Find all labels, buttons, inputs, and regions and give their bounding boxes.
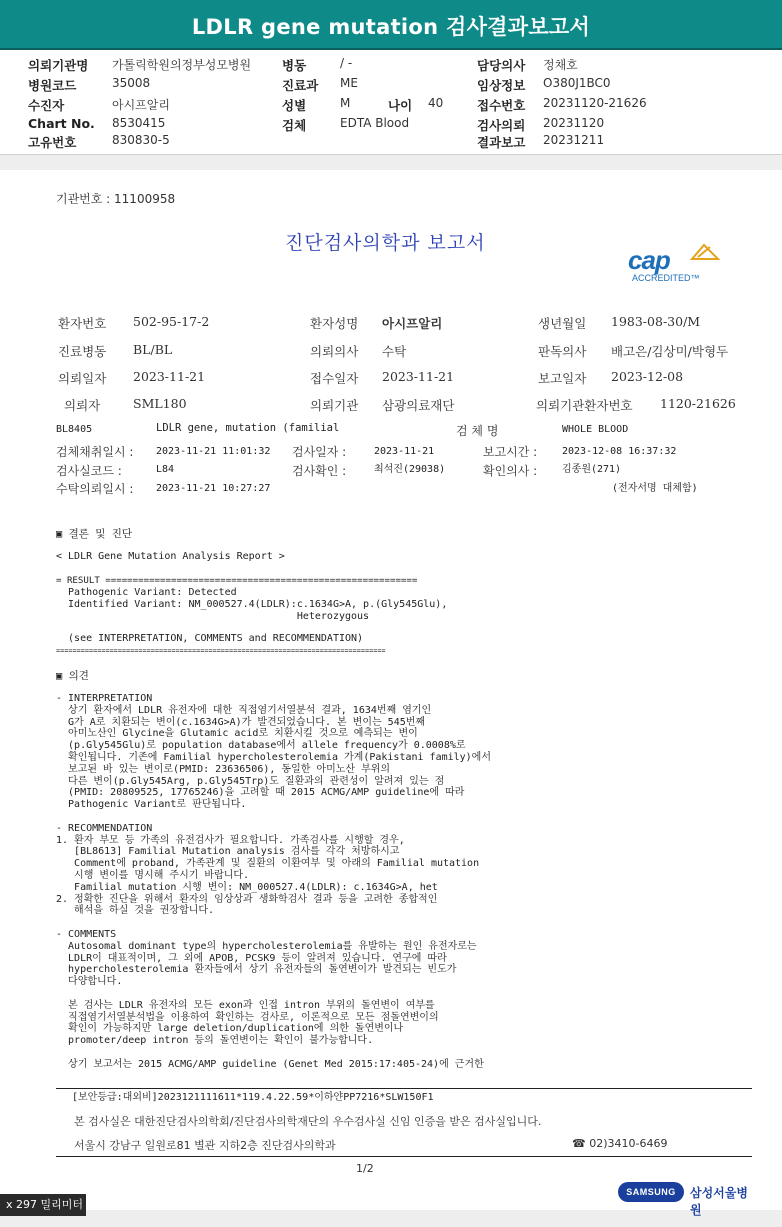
- title-bar: [0, 0, 782, 50]
- field-label: Chart No.: [28, 116, 95, 131]
- field-label: 검체: [282, 118, 307, 133]
- header-info: [0, 50, 782, 154]
- opinion-line: 직접염기서열분석법을 이용하여 확인하는 검사로, 이론적으로 모든 점돌연변이의: [56, 1011, 439, 1023]
- exam-value: 2023-12-08 16:37:32: [562, 446, 677, 457]
- section-opinion-heading: ▣ 의견: [56, 670, 89, 682]
- info-label: 의뢰일자: [58, 371, 107, 386]
- opinion-line: hypercholesterolemia 환자들에서 상기 유전자들의 돌연변이가 발견되는 빈도가: [56, 964, 457, 976]
- info-value: 1120-21626: [660, 396, 736, 411]
- exam-value: 2023-11-21 11:01:32: [156, 446, 271, 457]
- field-value: / -: [340, 56, 353, 70]
- opinion-line: 본 검사는 LDLR 유전자의 모든 exon과 인접 intron 부위의 돌연변이 여부를: [56, 999, 435, 1011]
- opinion-line: 상기 환자에서 LDLR 유전자에 대한 직접염기서열분석 결과, 1634번째 염기인: [56, 704, 432, 716]
- field-value: 20231120-21626: [543, 96, 647, 110]
- info-value: BL/BL: [133, 342, 173, 357]
- opinion-line: Pathogenic Variant로 판단됩니다.: [56, 799, 247, 811]
- opinion-line: 2. 정확한 진단을 위해서 환자의 임상상과 생화학검사 결과 등을 고려한 종합적인: [56, 893, 438, 905]
- exam-label: 수탁의뢰일시 :: [56, 482, 134, 496]
- footer-divider: [56, 1156, 752, 1157]
- cap-logo-word: cap: [628, 245, 670, 275]
- exam-label: 검사확인 :: [292, 464, 347, 478]
- result-line: ================================================================================: [56, 647, 386, 655]
- opinion-line: 보고된 바 있는 변이로(PMID: 23636506), 동일한 아미노산 부위의: [56, 763, 391, 775]
- test-name: LDLR gene, mutation (familial: [156, 422, 340, 434]
- info-value: 1983-08-30/M: [611, 314, 701, 329]
- field-value: 아시프알리: [112, 98, 170, 112]
- field-label: 나이: [388, 98, 413, 113]
- page-number: 1/2: [356, 1162, 374, 1175]
- info-label: 접수일자: [310, 371, 359, 386]
- document-title: 진단검사의학과 보고서: [285, 232, 486, 254]
- field-label: 검사의뢰: [477, 118, 526, 133]
- divider: [0, 154, 782, 155]
- esign-note: (전자서명 대체함): [612, 483, 698, 494]
- info-label: 진료병동: [58, 344, 107, 359]
- field-label: 고유번호: [28, 135, 77, 150]
- test-code: BL8405: [56, 424, 93, 435]
- opinion-line: 해석을 하실 것을 권장합니다.: [56, 905, 215, 917]
- field-label: 수진자: [28, 98, 65, 113]
- result-line: < LDLR Gene Mutation Analysis Report >: [56, 551, 285, 562]
- opinion-line: Comment에 proband, 가족관계 및 질환의 이환여부 및 아래의 Familial mutation: [56, 858, 480, 870]
- opinion-line: 확인됩니다. 기존에 Familial hypercholesterolemia 가계(Pakistani family)에서: [56, 752, 492, 763]
- field-label: 담당의사: [477, 58, 526, 73]
- field-value: 830830-5: [112, 133, 170, 147]
- opinion-line: [BL8613] Familial Mutation analysis 검사를 각각 처방하시고: [56, 846, 400, 858]
- result-line: Pathogenic Variant: Detected: [56, 587, 237, 598]
- opinion-line: Familial mutation 시행 변이: NM_000527.4(LDLR): c.1634G>A, het: [56, 881, 438, 893]
- exam-label: 검체채취일시 :: [56, 445, 134, 459]
- opinion-line: - RECOMMENDATION: [56, 822, 153, 834]
- field-value: O380J1BC0: [543, 76, 611, 90]
- info-label: 의뢰기관환자번호: [536, 398, 633, 413]
- hospital-name: 삼성서울병원: [690, 1186, 748, 1217]
- exam-value: 2023-11-21 10:27:27: [156, 483, 271, 494]
- field-value: 40: [428, 96, 444, 110]
- cap-logo-accredited: ACCREDITED™: [632, 273, 700, 283]
- opinion-line: G가 A로 치환되는 변이(c.1634G>A)가 발견되었습니다. 본 변이는 545번째: [56, 716, 426, 728]
- field-value: 20231120: [543, 116, 605, 130]
- security-line: [보안등급:대외비]2023121111611*119.4.22.59*이하얀PP7216*SLW150F1: [72, 1092, 434, 1103]
- samsung-hospital-logo: [618, 1180, 758, 1217]
- result-line: = RESULT =========================================================: [56, 576, 418, 586]
- info-label: 의뢰자: [64, 398, 101, 413]
- exam-label: 검사일자 :: [292, 445, 347, 459]
- opinion-line: - INTERPRETATION: [56, 693, 153, 704]
- cap-accredited-logo: [622, 237, 732, 287]
- exam-label: 검사실코드 :: [56, 464, 122, 478]
- exam-value: 김종원(271): [562, 464, 622, 475]
- scale-indicator: x 297 밀리미터: [0, 1194, 86, 1216]
- opinion-line: - COMMENTS: [56, 929, 117, 940]
- lab-address: 서울시 강남구 일원로81 별관 지하2층 진단검사의학과: [74, 1139, 336, 1152]
- info-value: 2023-11-21: [382, 369, 455, 384]
- info-value: 2023-11-21: [133, 369, 206, 384]
- opinion-line: Autosomal dominant type의 hypercholesterolemia를 유발하는 원인 유전자로는: [56, 940, 477, 952]
- exam-value: L84: [156, 464, 175, 475]
- field-label: 진료과: [282, 78, 319, 93]
- info-label: 판독의사: [538, 344, 587, 359]
- field-value: 35008: [112, 76, 151, 90]
- exam-label: 확인의사 :: [483, 464, 538, 478]
- info-label: 보고일자: [538, 371, 587, 386]
- opinion-line: 1. 환자 부모 등 가족의 유전검사가 필요합니다. 가족검사를 시행할 경우,: [56, 834, 405, 846]
- info-value: 아시프알리: [382, 316, 443, 331]
- field-label: 성별: [282, 98, 307, 113]
- info-label: 의뢰의사: [310, 344, 359, 359]
- report-title: LDLR gene mutation 검사결과보고서: [191, 15, 591, 39]
- exam-value: 2023-11-21: [374, 446, 435, 457]
- institution-number: 기관번호 : 11100958: [56, 192, 176, 206]
- field-value: 가톨릭학원의정부성모병원: [112, 58, 252, 72]
- lab-phone: ☎ 02)3410-6469: [572, 1137, 668, 1150]
- info-label: 환자성명: [310, 316, 359, 331]
- result-line: Heterozygous: [56, 611, 370, 622]
- info-label: 의뢰기관: [310, 398, 359, 413]
- opinion-line: (PMID: 20809525, 17765246)을 고려할 때 2015 ACMG/AMP guideline에 따라: [56, 787, 465, 799]
- info-value: 2023-12-08: [611, 369, 684, 384]
- exam-label: 보고시간 :: [483, 445, 538, 459]
- info-value: 배고은/김상미/박형두: [611, 344, 729, 359]
- opinion-line: 다른 변이(p.Gly545Arg, p.Gly545Trp)도 질환과의 관련성이 알려져 있는 점: [56, 775, 445, 787]
- field-value: EDTA Blood: [340, 116, 410, 130]
- field-label: 결과보고: [477, 135, 526, 150]
- info-value: 수탁: [382, 344, 407, 359]
- footer-divider: [56, 1088, 752, 1089]
- result-line: (see INTERPRETATION, COMMENTS and RECOMMENDATION): [56, 633, 364, 644]
- info-label: 환자번호: [58, 316, 107, 331]
- opinion-line: 확인이 가능하지만 large deletion/duplication에 의한 돌연변이나: [56, 1023, 404, 1035]
- field-value: ME: [340, 76, 358, 90]
- info-value: 502-95-17-2: [133, 314, 210, 329]
- field-label: 임상정보: [477, 78, 526, 93]
- opinion-line: 시행 변이를 명시해 주시기 바랍니다.: [56, 870, 250, 881]
- field-value: 8530415: [112, 116, 166, 130]
- field-label: 접수번호: [477, 98, 526, 113]
- field-label: 병동: [282, 58, 307, 73]
- opinion-line: LDLR이 대표적이며, 그 외에 APOB, PCSK9 등이 알려져 있습니다. 연구에 따라: [56, 952, 447, 964]
- exam-value: 최석진(29038): [374, 464, 446, 475]
- opinion-line: promoter/deep intron 등의 돌연변이는 확인이 불가능합니다.: [56, 1035, 374, 1047]
- field-value: 20231211: [543, 133, 605, 147]
- specimen-value: WHOLE BLOOD: [562, 424, 629, 435]
- opinion-line: 아미노산인 Glycine을 Glutamic acid로 치환시킬 것으로 예측되는 변이: [56, 728, 418, 740]
- specimen-label: 검 체 명: [456, 424, 499, 438]
- certification-text: 본 검사실은 대한진단검사의학회/진단검사의학재단의 우수검사실 신임 인증을 받은 검사실입니다.: [74, 1115, 542, 1128]
- info-label: 생년월일: [538, 316, 587, 331]
- section-conclusion-heading: ▣ 결론 및 진단: [56, 528, 133, 540]
- opinion-line: 상기 보고서는 2015 ACMG/AMP guideline (Genet Med 2015:17:405-24)에 근거한: [56, 1058, 484, 1070]
- result-line: Identified Variant: NM_000527.4(LDLR):c.1634G>A, p.(Gly545Glu),: [56, 599, 448, 610]
- info-value: 삼광의료재단: [382, 398, 455, 413]
- opinion-line: 다양합니다.: [56, 976, 123, 988]
- samsung-logo-mark: SAMSUNG: [618, 1182, 684, 1202]
- field-label: 의뢰기관명: [28, 58, 89, 73]
- opinion-line: (p.Gly545Glu)로 population database에서 allele frequency가 0.0008%로: [56, 740, 466, 752]
- field-value: M: [340, 96, 351, 110]
- field-value: 정채호: [543, 58, 578, 72]
- info-value: SML180: [133, 396, 187, 411]
- field-label: 병원코드: [28, 78, 77, 93]
